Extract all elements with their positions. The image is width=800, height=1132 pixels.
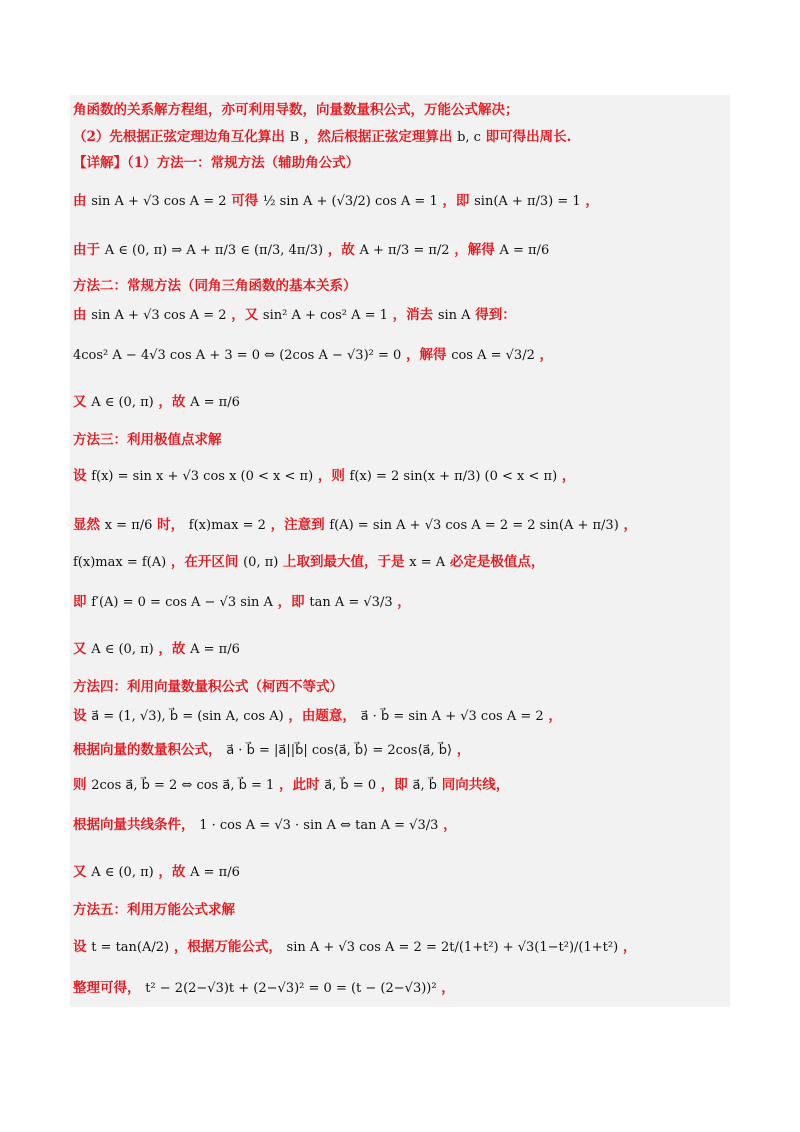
text-run: 必定是极值点， xyxy=(445,554,545,570)
text-run: 方法二：常规方法（同角三角函数的基本关系） xyxy=(73,278,357,294)
math-expression: f(x)max = 2 xyxy=(188,518,266,533)
text-run: ，根据万能公式， xyxy=(169,939,287,955)
text-run: ， xyxy=(452,742,471,758)
math-expression: 4cos² A − 4√3 cos A + 3 = 0 ⇔ (2cos A − √3)² = 0 xyxy=(73,348,402,363)
math-expression: A ∈ (0, π) xyxy=(91,642,154,657)
text-run: 即 xyxy=(73,594,92,610)
math-expression: A ∈ (0, π) xyxy=(91,865,154,880)
text-run: 设 xyxy=(73,468,92,484)
text-run: 又 xyxy=(73,641,92,657)
text-run: 根据向量的数量积公式， xyxy=(73,742,227,758)
text-line xyxy=(73,515,637,536)
text-run: 可得 xyxy=(226,193,263,209)
math-expression: (0, π) xyxy=(243,555,279,570)
text-run: ，故 xyxy=(153,864,191,880)
math-expression: sin(A + π/3) = 1 xyxy=(474,194,581,209)
text-run: ，消去 xyxy=(387,307,438,323)
text-run: ，解得 xyxy=(449,242,500,258)
text-run: ，即 xyxy=(437,193,475,209)
math-expression: sin² A + cos² A = 1 xyxy=(262,308,388,323)
text-run: ，故 xyxy=(153,641,191,657)
text-run: ，则 xyxy=(313,468,350,484)
math-expression: A ∈ (0, π) ⇒ A + π/3 ∈ (π/3, 4π/3) xyxy=(104,243,324,258)
text-line xyxy=(73,466,575,487)
text-run: 显然 xyxy=(73,517,105,533)
text-run: （2）先根据正弦定理边角互化算出 xyxy=(73,129,290,145)
math-expression: sin A + √3 cos A = 2 = 2t/(1+t²) + √3(1−t²)/(1+t²) xyxy=(286,940,619,955)
math-expression: t = tan(A/2) xyxy=(91,940,170,955)
math-expression: B xyxy=(289,130,300,145)
text-run: ， xyxy=(543,708,562,724)
text-run: 角函数的关系解方程组，亦可利用导数，向量数量积公式，万能公式解决； xyxy=(73,102,519,118)
math-expression: sin A + √3 cos A = 2 xyxy=(91,194,227,209)
math-expression: 1 · cos A = √3 · sin A ⇔ tan A = √3/3 xyxy=(199,818,439,833)
text-line xyxy=(73,775,509,796)
math-expression: x = A xyxy=(409,555,446,570)
text-run: 根据向量共线条件， xyxy=(73,817,200,833)
text-run: ，解得 xyxy=(401,347,452,363)
text-run: ， xyxy=(618,517,637,533)
text-line xyxy=(73,240,549,261)
text-run: ， xyxy=(392,594,411,610)
text-line xyxy=(73,552,544,573)
text-line xyxy=(73,345,553,366)
text-run: 设 xyxy=(73,708,92,724)
text-line xyxy=(73,276,357,296)
math-expression: f′(A) = 0 = cos A − √3 sin A xyxy=(91,595,273,610)
text-run: 设 xyxy=(73,939,92,955)
text-run: ， xyxy=(436,980,455,996)
text-run: ， xyxy=(534,347,554,363)
text-run: ，在开区间 xyxy=(166,554,244,570)
math-expression: cos A = √3/2 xyxy=(451,348,535,363)
text-run: 又 xyxy=(73,864,92,880)
text-run: ，即 xyxy=(376,777,413,793)
text-run: 上取到最大值，于是 xyxy=(278,554,410,570)
math-expression: f(x)max = f(A) xyxy=(73,555,167,570)
text-run: 由 xyxy=(73,307,92,323)
text-run: ，即 xyxy=(272,594,310,610)
text-run: ，故 xyxy=(153,394,191,410)
text-run: ，注意到 xyxy=(265,517,330,533)
text-line xyxy=(73,978,455,999)
text-run: 时， xyxy=(152,517,189,533)
text-run: 得到： xyxy=(470,307,516,323)
math-expression: A ∈ (0, π) xyxy=(91,395,154,410)
math-expression: tan A = √3/3 xyxy=(309,595,393,610)
math-expression: A = π/6 xyxy=(190,395,240,410)
math-expression: f(A) = sin A + √3 cos A = 2 = 2 sin(A + π/3) xyxy=(329,518,619,533)
math-expression: t² − 2(2−√3)t + (2−√3)² = 0 = (t − (2−√3))² xyxy=(145,981,437,996)
math-expression: b, c xyxy=(457,130,481,145)
math-expression: f(x) = 2 sin(x + π/3) (0 < x < π) xyxy=(349,469,558,484)
text-run: 同向共线， xyxy=(437,777,510,793)
text-run: 【详解】（1）方法一：常规方法（辅助角公式） xyxy=(73,155,360,171)
math-expression: a⃗ · b⃗ = sin A + √3 cos A = 2 xyxy=(360,709,544,724)
math-expression: a⃗ = (1, √3), b⃗ = (sin A, cos A) xyxy=(91,709,284,724)
text-run: 则 xyxy=(73,777,92,793)
math-expression: A = π/6 xyxy=(190,642,240,657)
text-line xyxy=(73,430,222,450)
math-expression: ½ sin A + (√3/2) cos A = 1 xyxy=(262,194,438,209)
text-run: 又 xyxy=(73,394,92,410)
text-line xyxy=(73,153,359,173)
text-line xyxy=(73,639,240,660)
text-line xyxy=(73,900,235,920)
text-run: ， xyxy=(618,939,637,955)
text-run: ，又 xyxy=(226,307,263,323)
math-expression: A = π/6 xyxy=(190,865,240,880)
text-run: ， xyxy=(580,193,599,209)
text-line xyxy=(73,592,411,613)
text-run: 由 xyxy=(73,193,92,209)
text-run: 由于 xyxy=(73,242,105,258)
text-run: ，由题意， xyxy=(283,708,361,724)
text-line xyxy=(73,862,240,883)
math-expression: A = π/6 xyxy=(499,243,550,258)
math-expression: a⃗, b⃗ = 0 xyxy=(324,778,377,793)
text-run: ，故 xyxy=(323,242,360,258)
text-run: 整理可得， xyxy=(73,980,146,996)
text-line xyxy=(73,706,562,727)
math-expression: sin A xyxy=(437,308,471,323)
math-expression: A + π/3 = π/2 xyxy=(359,243,450,258)
text-line xyxy=(73,305,516,326)
text-line xyxy=(73,191,599,212)
math-expression: 2cos a⃗, b⃗ = 2 ⇔ cos a⃗, b⃗ = 1 xyxy=(91,778,275,793)
text-run: ， xyxy=(438,817,457,833)
text-line xyxy=(73,392,240,413)
math-expression: x = π/6 xyxy=(104,518,153,533)
text-line xyxy=(73,937,636,958)
text-run: 方法五：利用万能公式求解 xyxy=(73,902,235,918)
math-expression: sin A + √3 cos A = 2 xyxy=(91,308,227,323)
text-run: ，此时 xyxy=(274,777,325,793)
text-line xyxy=(73,677,343,697)
math-expression: f(x) = sin x + √3 cos x (0 < x < π) xyxy=(91,469,314,484)
text-run: 方法三：利用极值点求解 xyxy=(73,432,222,448)
text-run: ， xyxy=(557,468,576,484)
math-expression: a⃗ · b⃗ = |a⃗||b⃗| cos⟨a⃗, b⃗⟩ = 2cos⟨a⃗, b⃗⟩ xyxy=(226,743,453,758)
math-expression: a⃗, b⃗ xyxy=(412,778,437,793)
text-line xyxy=(73,100,519,120)
text-line xyxy=(73,815,457,836)
text-run: ，然后根据正弦定理算出 xyxy=(299,129,458,145)
text-run: 即可得出周长. xyxy=(480,129,572,145)
text-run: 方法四：利用向量数量积公式（柯西不等式） xyxy=(73,679,343,695)
text-line xyxy=(73,127,571,148)
text-line xyxy=(73,740,470,761)
